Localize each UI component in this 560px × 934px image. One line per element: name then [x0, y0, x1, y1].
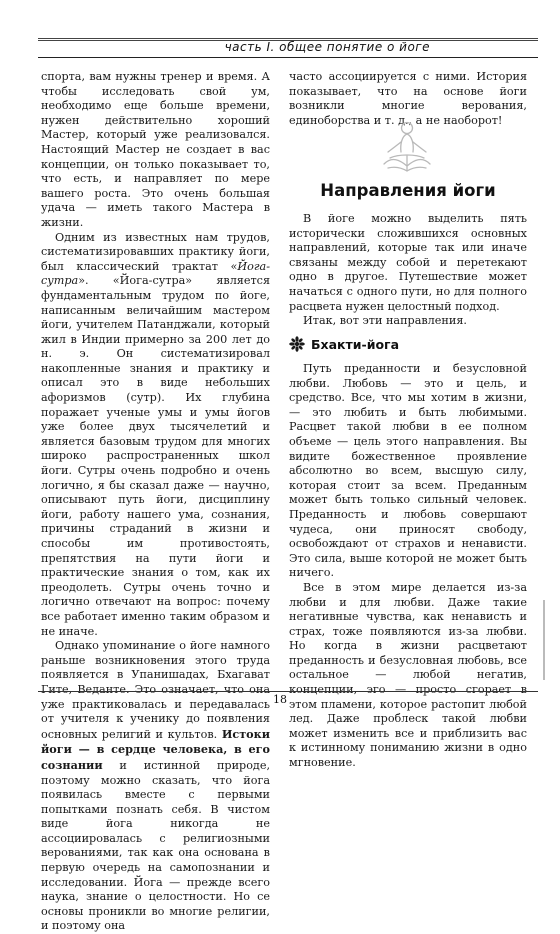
paragraph	[41, 639, 270, 934]
paragraph: часто ассоциируется с ними. История показывает, что на основе йоги возникли многие верования, единоборства и т. д., а не наоборот!	[289, 70, 527, 127]
page-edge-shadow	[543, 600, 545, 680]
left-column	[41, 70, 270, 934]
section-body	[289, 212, 527, 329]
paragraph: Путь преданности и безусловной любви. Любовь — это и цель, и средство. Все, что мы хотим в жизни, — это любить и быть любимыми. Расцвет такой любви в ее полном объеме — цель этого направления. Вы видите божественное проявление абсолютно во всем, высшую силу, которая стоит за всем. Преданным может быть только сильный человек. Преданность и любовь совершают чудеса, они приносят свободу, освобождают от страхов и ненависти. Это сила, выше которой не может быть ничего.	[289, 362, 527, 580]
emphasis-title: Йога-сутра	[41, 259, 270, 288]
paragraph: Все в этом мире делается из-за любви и для любви. Даже такие негативные чувства, как ненависть и страх, тоже появляются из-за любви. Но когда в жизни расцветают преданность и безусловная любовь, все остальное — любой негатив, концепции, эго — просто сгорает в этом пламени, которое растопит любой лед. Даже проблеск такой любви может изменить все и приблизить вас к истинному пониманию жизни в одно мгновение.	[289, 580, 527, 770]
page-number: 18	[273, 693, 287, 706]
paragraph	[41, 231, 270, 640]
subsection-heading	[289, 336, 527, 356]
paragraph: В йоге можно выделить пять исторически сложившихся основных направлений, которые так или иначе связаны между собой и перетекают одно в другое. Путешествие может начаться с одного пути, но для полного расцвета нужен целостный подход.	[289, 212, 527, 313]
subsection-title: Бхакти-йога	[311, 337, 400, 352]
paragraph: Итак, вот эти направления.	[303, 314, 467, 328]
running-header-title: часть I. общее понятие о йоге	[224, 40, 430, 54]
lotus-flower-icon	[289, 336, 305, 352]
paragraph-text: ». «Йога-сутра» является фундаментальным трудом по йоге, написанным величайшим мастером йоги, учителем Патанджали, который жил в Индии примерно за 200 лет до н. э. Он систематизировал накопленные знания и практику и описал это в виде небольших афоризмов (сутр). Их глубина поражает ученые умы и умы йогов уже более двух тысячелетий и является базовым трудом для многих широко распространенных школ йоги. Сутры очень подробно и очень логично, я бы сказал даже — научно, описывают путь йоги, дисциплину йоги, работу нашего ума, сознания, причины страданий в жизни и способы им противостоять, препятствия на пути йоги и практические знания о том, как их преодолеть. Сутры очень точно и логично отвечают на вопрос: почему все работает именно таким образом и не иначе.	[41, 274, 270, 638]
footer-rule	[38, 691, 538, 692]
meditating-figure-icon	[378, 116, 436, 176]
subsection-body	[289, 362, 527, 771]
section-heading: Направления йоги	[320, 181, 496, 200]
paragraph-text: Одним из известных нам трудов, систематизировавших практику йоги, был классический трактат «	[41, 230, 270, 273]
paragraph: спорта, вам нужны тренер и время. А чтобы исследовать свой ум, необходимо еще больше времени, нужен действительно хороший Мастер, который уже реализовался. Настоящий Мастер не создает в вас концепции, он только показывает то, что есть, и направляет по мере вашего роста. Это очень большая удача — иметь такого Мастера в жизни.	[41, 70, 270, 229]
paragraph-text: Однако упоминание о йоге намного раньше возникновения этого труда появляется в Упанишадах, Бхагават Гите, Веданте. Это означает, что она уже практиковалась и передавалась от учителя к ученику до появления основных религий и культов.	[41, 639, 270, 741]
paragraph-text: и истинной природе, поэтому можно сказать, что йога появилась вместе с первыми попытками познать себя. В чистом виде йога никогда не ассоциировалась с религиозными верованиями, так как она основана в первую очередь на самопознании и исследовании. Йога — прежде всего наука, знание о целостности. Но се основы проникли во многие религии, и поэтому она	[41, 758, 270, 933]
bold-phrase: Истоки йоги — в сердце человека, в его сознании	[41, 726, 270, 772]
